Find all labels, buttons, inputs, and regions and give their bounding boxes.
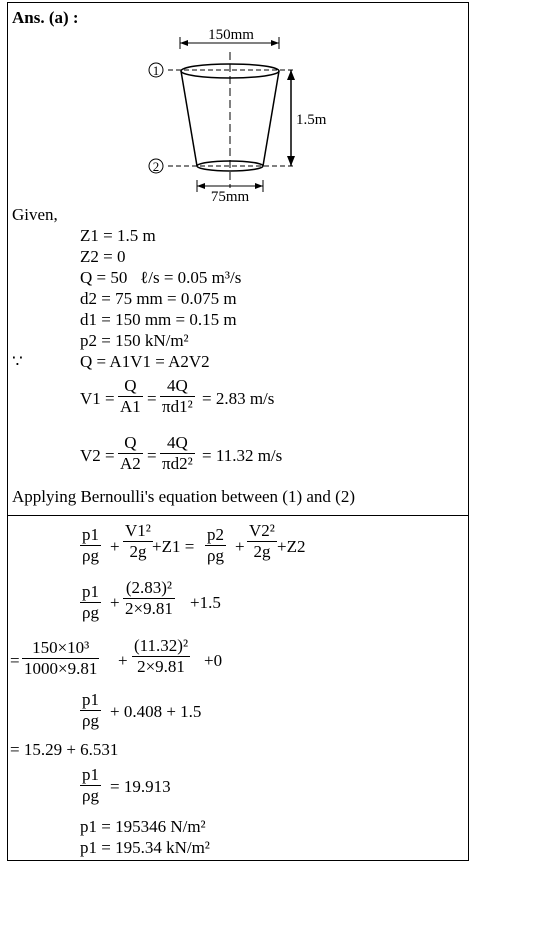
result-p1-knm2: p1 = 195.34 kN/m² <box>80 838 210 857</box>
continuity-equation: Q = A1V1 = A2V2 <box>80 352 210 371</box>
bernoulli-heading: Applying Bernoulli's equation between (1) and (2) <box>12 487 355 506</box>
line3-equals: = <box>10 651 20 670</box>
since-symbol: ∵ <box>12 352 23 371</box>
v2-fraction-q-a2: $\frac{Q}{A2}$ <box>120 433 141 473</box>
line4-p1-rhog: $\frac{p1}{\rho g}$ <box>82 690 99 730</box>
top-width-label: 150mm <box>208 27 254 43</box>
line2-v1-fraction: $\frac{\text{(2.83)²}}{2\times 9.81}$ <box>125 578 173 618</box>
v1-fraction-q-a1: $\frac{Q}{A1}$ <box>120 376 141 416</box>
given-p2: p2 = 150 kN/m² <box>80 331 189 350</box>
point-1-label: 1 <box>152 63 160 78</box>
bern-p2-rhog: $\frac{p2}{\rho g}$ <box>207 525 224 565</box>
bern-v1sq-2g: $\frac{\text{V1²}}{2g}$ <box>125 521 151 561</box>
point-2-label: 2 <box>152 159 160 174</box>
line3-plus: + <box>118 651 128 670</box>
line3-p2-fraction: $\frac{\text{150×10³}}{1000\times 9.81}$ <box>24 638 98 678</box>
given-z1: Z1 = 1.5 m <box>80 226 156 245</box>
line2-p1-rhog: $\frac{p1}{\rho g}$ <box>82 582 99 622</box>
line6-p1-rhog: $\frac{p1}{\rho g}$ <box>82 765 99 805</box>
given-label: Given, <box>12 205 58 224</box>
v2-result: = 11.32 m/s <box>202 446 283 465</box>
line6-rest: = 19.913 <box>110 777 171 796</box>
line4-rest: + 0.408 + 1.5 <box>110 702 202 721</box>
line5: = 15.29 + 6.531 <box>10 740 119 759</box>
answer-heading: Ans. (a) : <box>12 8 79 27</box>
v1-equals: = <box>147 389 157 408</box>
v2-equals: = <box>147 446 157 465</box>
bern-plus-a: + <box>110 537 120 556</box>
v1-label: V1 = <box>80 389 115 408</box>
answer-box-bottom <box>7 515 469 861</box>
tapered-pipe-diagram <box>0 0 555 210</box>
given-q: Q = 50 ℓ/s = 0.05 m³/s <box>80 268 242 287</box>
v2-fraction-4q-pid2: $\frac{4Q}{\text{πd2²}}$ <box>162 433 193 473</box>
bern-v2sq-2g: $\frac{\text{V2²}}{2g}$ <box>249 521 275 561</box>
v1-fraction-4q-pid1: $\frac{4Q}{\text{πd1²}}$ <box>162 376 193 416</box>
v1-result: = 2.83 m/s <box>202 389 275 408</box>
given-d1: d1 = 150 mm = 0.15 m <box>80 310 237 329</box>
bottom-width-label: 75mm <box>210 189 250 205</box>
given-d2: d2 = 75 mm = 0.075 m <box>80 289 237 308</box>
bern-plus-b: + <box>235 537 245 556</box>
result-p1-nm2: p1 = 195346 N/m² <box>80 817 206 836</box>
given-z2: Z2 = 0 <box>80 247 126 266</box>
bern-p1-rhog: $\frac{p1}{\rho g}$ <box>82 525 99 565</box>
v2-label: V2 = <box>80 446 115 465</box>
line2-plus-15: +1.5 <box>190 593 221 612</box>
line3-plus-0: +0 <box>204 651 223 670</box>
height-label: 1.5m <box>296 112 327 128</box>
bern-plus-z2: +Z2 <box>277 537 306 556</box>
bern-plus-z1-eq: +Z1 = <box>152 537 195 556</box>
line3-v2-fraction: $\frac{\text{(11.32)²}}{2\times 9.81}$ <box>134 636 189 676</box>
line2-plus: + <box>110 593 120 612</box>
